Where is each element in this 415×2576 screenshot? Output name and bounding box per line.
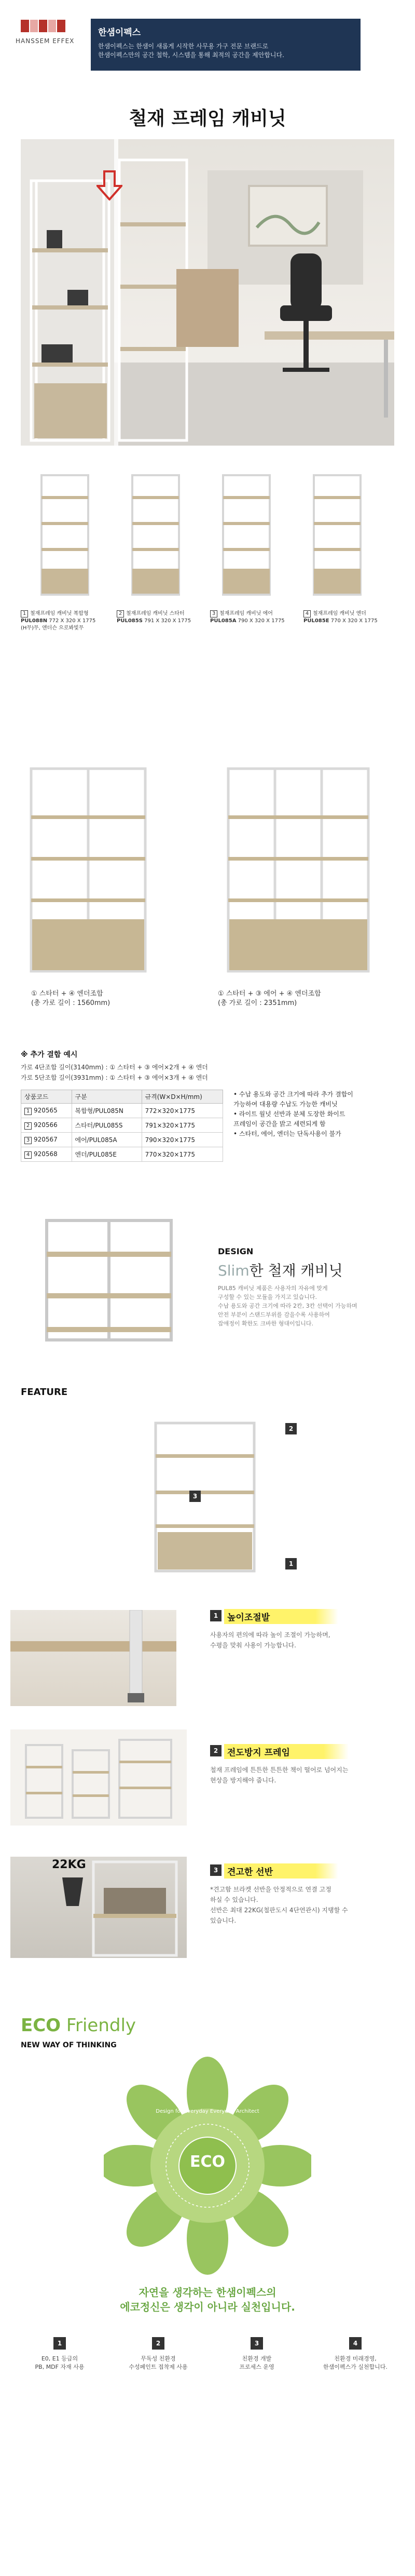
product-size: 770 X 320 X 1775	[330, 618, 378, 624]
eco-slogan: NEW WAY OF THINKING	[21, 2041, 117, 2049]
design-desc-line: 안전 부분이 스탠드부위를 감을수록 사용하여	[218, 1311, 330, 1318]
feature-desc-line: 있습니다.	[210, 1917, 237, 1924]
product-lineup	[21, 465, 394, 610]
col-code: 상품코드	[21, 1090, 72, 1104]
callout-badge: 1	[285, 1558, 297, 1569]
product-badge: 3	[210, 610, 217, 618]
product-caption-2	[117, 610, 205, 625]
bullet-line: • 수납 용도와 공간 크기에 따라 추가 결합이	[233, 1091, 353, 1098]
eco-item-line: PB, MDF 자재 사용	[35, 2364, 85, 2370]
combo-caption-2	[218, 989, 321, 1008]
eco-message	[0, 2285, 415, 2314]
design-desc-line: 수납 용도와 공간 크기에 따라 2칸, 3칸 선택이 가능하며	[218, 1303, 357, 1309]
row-kind: 엔더/PUL085E	[72, 1147, 142, 1162]
product-caption-4	[303, 610, 392, 625]
page-title: 철재 프레임 캐비닛	[129, 108, 286, 129]
row-code: 920565	[34, 1106, 58, 1114]
row-kind: 에어/PUL085A	[72, 1133, 142, 1147]
eco-item-4	[311, 2337, 399, 2371]
row-badge: 4	[24, 1151, 32, 1159]
combo-title: ① 스타터 + ③ 에어 + ④ 엔더조합	[218, 990, 321, 998]
eco-item-line: E0, E1 등급의	[41, 2355, 78, 2362]
design-desc-line: 잡애정이 확한도 크바한 형대이입니다.	[218, 1320, 314, 1327]
product-caption-1	[21, 610, 109, 632]
product-badge: 1	[21, 610, 28, 618]
intro-line-2: 한샘이펙스만의 공간 철학, 시스템을 통해 최적의 공간을 제안합니다.	[98, 51, 284, 59]
red-arrow-down-icon	[96, 170, 122, 200]
design-label: DESIGN	[218, 1246, 254, 1256]
feature-2-title: 전도방지 프레임	[224, 1744, 349, 1759]
eco-item-line: 수성페인트 접착제 사용	[129, 2364, 188, 2370]
feature-3-desc	[210, 1884, 397, 1926]
combo-caption-1	[31, 989, 110, 1008]
product-code: PUL085S	[117, 618, 143, 624]
product-size: 790 X 320 X 1775	[238, 618, 285, 624]
design-desc-line: PUL85 캐비닛 제품은 사용자의 자유에 맞게	[218, 1285, 328, 1292]
feature-desc-line: 선반은 최대 22KG(철판도시 4단연관시) 지탱할 수	[210, 1907, 348, 1914]
feature-1-image	[10, 1610, 176, 1706]
bullet-line: • 라이트 월넛 선반과 분체 도장한 화이트	[233, 1110, 345, 1118]
design-title-rest: 한 철재 캐비닛	[249, 1262, 343, 1279]
eco-item-line: 친환경 개발	[242, 2355, 272, 2362]
row-badge: 3	[24, 1137, 32, 1144]
feature-1-desc	[210, 1630, 397, 1651]
feature-1-title: 높이조절발	[224, 1609, 338, 1624]
row-size: 770×320×1775	[142, 1147, 223, 1162]
eco-ring-text: Design for Everyday Everyday Architect	[156, 2109, 259, 2114]
feature-bullets	[233, 1090, 394, 1139]
eco-item-num: 1	[53, 2337, 66, 2350]
table-row	[21, 1147, 223, 1162]
eco-title	[21, 2015, 136, 2036]
intro-title: 한샘이펙스	[98, 28, 141, 38]
feature-desc-line: 하실 수 있습니다.	[210, 1896, 258, 1903]
row-code: 920566	[34, 1121, 58, 1129]
feature-desc-line: 철재 프레임에 튼튼한 튼튼한 책이 떨어로 넘어지는	[210, 1766, 349, 1774]
feature-desc-line: 사용자의 편의에 따라 높이 조절이 가능하며,	[210, 1631, 330, 1639]
design-title	[218, 1259, 343, 1280]
product-size: 772 X 320 X 1775	[49, 618, 96, 624]
combo-length: (총 가로 길이 : 1560mm)	[31, 999, 110, 1007]
feature-cabinet-image	[140, 1413, 306, 1574]
feature-heading: FEATURE	[21, 1387, 68, 1398]
spec-table	[21, 1090, 223, 1162]
col-size: 규격(W×D×H/mm)	[142, 1090, 223, 1104]
row-badge: 2	[24, 1122, 32, 1130]
eco-title-b: Friendly	[61, 2015, 136, 2036]
table-row	[21, 1104, 223, 1118]
design-cabinet-image	[36, 1215, 182, 1345]
product-code: PUL085E	[303, 618, 329, 624]
row-size: 772×320×1775	[142, 1104, 223, 1118]
eco-item-1	[16, 2337, 104, 2371]
callout-badge: 2	[285, 1423, 297, 1434]
feature-2-desc	[210, 1765, 397, 1786]
product-size: 791 X 320 X 1775	[144, 618, 191, 624]
product-badge: 4	[303, 610, 311, 618]
row-code: 920567	[34, 1135, 58, 1143]
table-row	[21, 1133, 223, 1147]
row-kind: 복합형/PUL085N	[72, 1104, 142, 1118]
product-note: (H무)무, 앤더슨 으로봐빛무	[21, 625, 84, 631]
product-caption-3	[210, 610, 298, 625]
eco-item-2	[114, 2337, 202, 2371]
product-name: 철재프레임 캐비닛 에어	[219, 611, 273, 616]
eco-item-num: 3	[251, 2337, 263, 2350]
callout-badge: 3	[189, 1491, 201, 1502]
feature-1-badge: 1	[210, 1610, 222, 1621]
feature-2-image	[10, 1729, 187, 1826]
design-description	[218, 1284, 394, 1328]
bullet-line: 프레임이 공간을 밝고 세련되게 함	[233, 1120, 326, 1128]
brand-name: HANSSEM EFFEX	[16, 37, 75, 45]
row-code: 920568	[34, 1150, 58, 1158]
feature-desc-line: *견고함 브라켓 선반을 안정적으로 연결 고정	[210, 1886, 331, 1893]
feature-3-title: 견고한 선반	[224, 1863, 338, 1879]
product-name: 철재프레임 캐비닛 엔더	[313, 611, 366, 616]
combo-length: (총 가로 길이 : 2351mm)	[218, 999, 297, 1007]
eco-message-line: 자연을 생각하는 한샘이펙스의	[139, 2286, 276, 2299]
feature-3-image	[10, 1857, 187, 1958]
feature-2-badge: 2	[210, 1745, 222, 1756]
row-size: 790×320×1775	[142, 1133, 223, 1147]
design-desc-line: 구성할 수 있는 모듈을 가지고 있습니다.	[218, 1294, 317, 1300]
weight-label: 22KG	[52, 1858, 86, 1871]
col-kind: 구분	[72, 1090, 142, 1104]
row-size: 791×320×1775	[142, 1118, 223, 1133]
feature-3-badge: 3	[210, 1864, 222, 1876]
bullet-line: • 스타터, 에어, 엔더는 단독사용이 불가	[233, 1130, 341, 1137]
eco-badge-text: ECO	[189, 2153, 225, 2171]
eco-item-3	[213, 2337, 301, 2371]
eco-item-line: 친환경 미래경영,	[334, 2355, 377, 2362]
intro-line-1: 한샘이펙스는 한샘이 새롭게 시작한 사무용 가구 전문 브랜드로	[98, 43, 269, 50]
eco-item-line: 프로세스 운영	[239, 2364, 274, 2370]
intro-banner	[91, 19, 361, 71]
product-name: 철재프레임 캐비닛 스타터	[126, 611, 185, 616]
table-row	[21, 1118, 223, 1133]
product-code: PUL085A	[210, 618, 237, 624]
recipe-line-1: 가로 4단조합 길이(3140mm) : ① 스타터 + ③ 에어×2개 + ④ 엔더	[21, 1064, 208, 1071]
eco-message-line: 에코정신은 생각이 아니라 실천입니다.	[120, 2301, 295, 2313]
recipe-line-2: 가로 5단조합 길이(3931mm) : ① 스타터 + ③ 에어×3개 + ④ 엔더	[21, 1074, 208, 1081]
combo-images	[21, 753, 394, 982]
eco-item-line: 무독성 친환경	[141, 2355, 176, 2362]
row-kind: 스타터/PUL085S	[72, 1118, 142, 1133]
row-badge: 1	[24, 1108, 32, 1115]
eco-item-line: 한샘이펙스가 실천합니다.	[323, 2364, 388, 2370]
hanssem-logo	[21, 20, 65, 32]
eco-item-num: 4	[349, 2337, 362, 2350]
brand-logo-area	[0, 0, 91, 62]
feature-desc-line: 수평을 맞춰 사용이 가능합니다.	[210, 1642, 296, 1649]
combo-title: ① 스타터 + ④ 엔더조합	[31, 990, 103, 998]
hero-photo	[21, 139, 394, 446]
product-name: 철재프레임 캐비닛 복합형	[30, 611, 89, 616]
eco-title-a: ECO	[21, 2015, 61, 2036]
bullet-line: 가능하여 대용량 수납도 가능한 캐비닛	[233, 1101, 338, 1108]
recipe-heading: ※ 추가 결합 예시	[21, 1051, 78, 1059]
eco-item-num: 2	[152, 2337, 164, 2350]
product-code: PUL088N	[21, 618, 48, 624]
product-badge: 2	[117, 610, 124, 618]
design-title-light: Slim	[218, 1262, 250, 1279]
feature-desc-line: 현상을 방지해야 줍니다.	[210, 1777, 276, 1784]
